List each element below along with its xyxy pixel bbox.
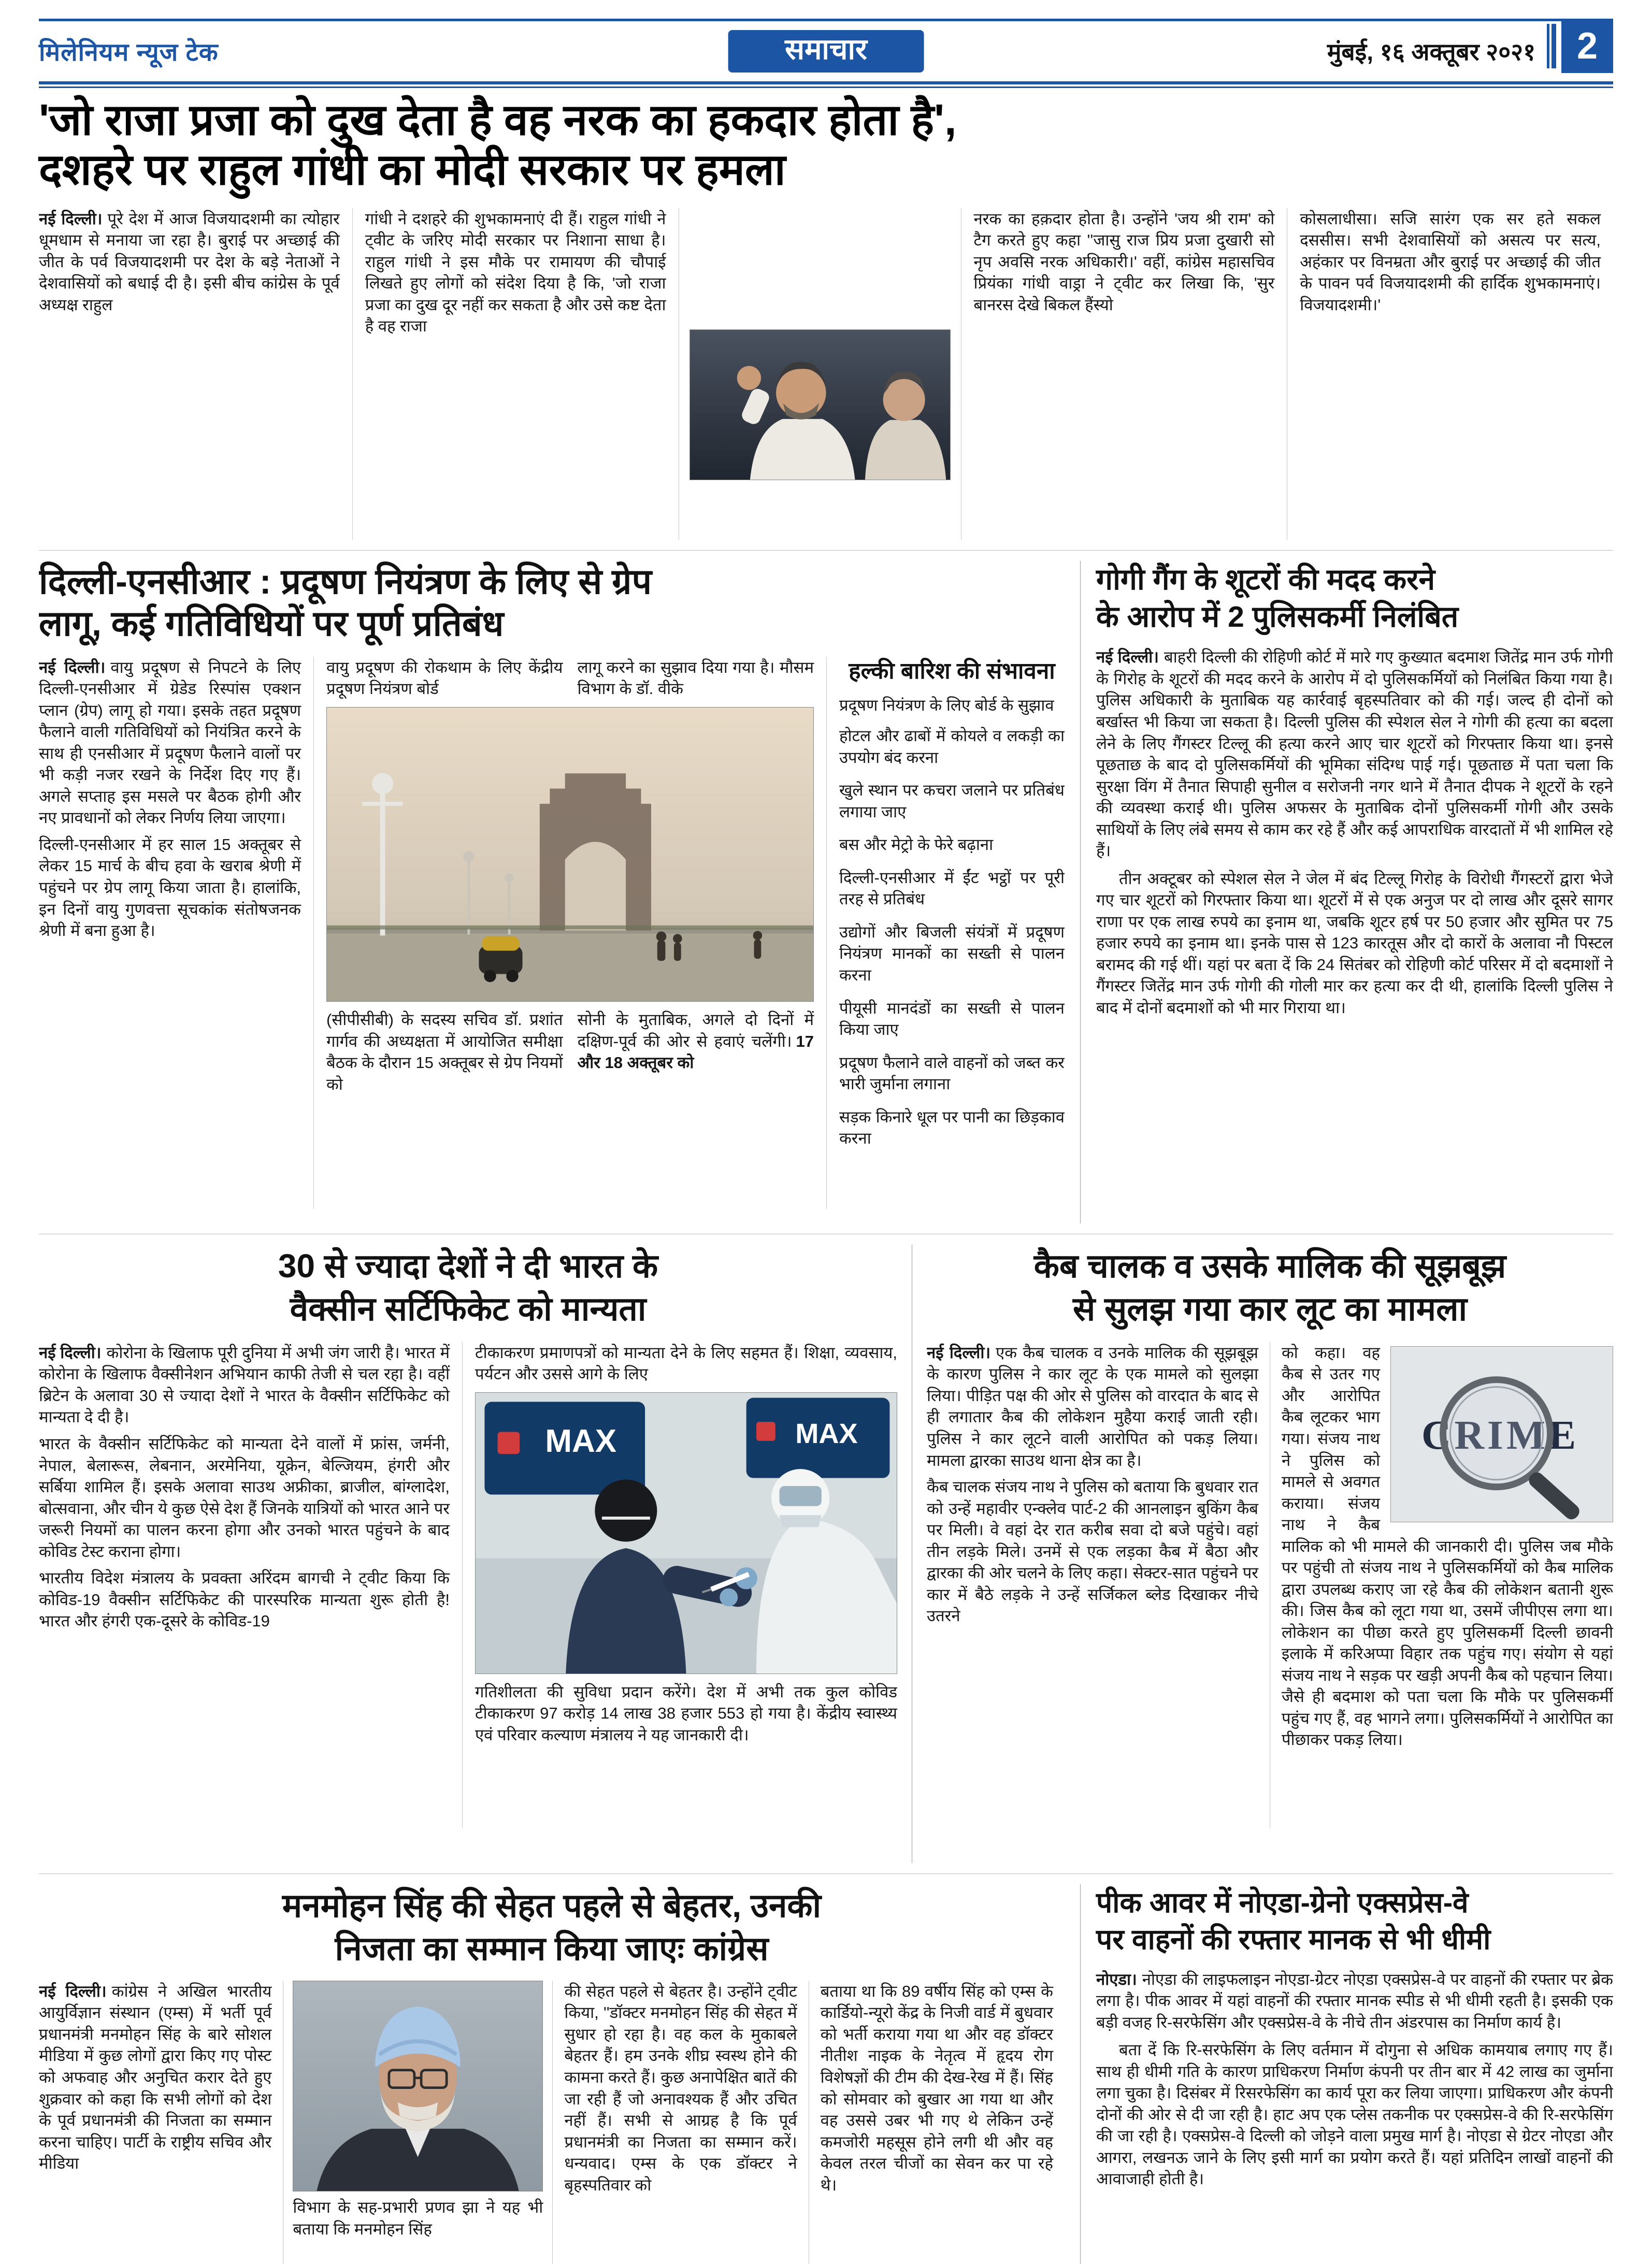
lead-headline-line2: दशहरे पर राहुल गांधी का मोदी सरकार पर हमला (39, 145, 786, 194)
manmohan-dateline: नई दिल्ली। (39, 1982, 107, 2000)
sidebar-title: हल्की बारिश की संभावना (849, 658, 1055, 684)
noida-para1 (1096, 1969, 1613, 2034)
sidebar-suggestion-list (839, 725, 1065, 1149)
vaccine-headline-line1: 30 से ज्यादा देशों ने दी भारत के (278, 1247, 658, 1285)
lead-column-3: नरक का हक़दार होता है। उन्होंने 'जय श्री राम' को टैग करते हुए कहा ''जासु राज प्रिय प्रजा दुखारी सो नृप अवसि नरक अधिकारी।' वहीं, कांग्रेस महासचिव प्रियंका गांधी वाड्रा ने ट्वीट कर लिखा कि, 'सुर बानरस देखे बिकल हैंस्यो (961, 208, 1287, 540)
article-noida-expressway (1080, 1884, 1613, 2264)
noida-headline (1096, 1884, 1613, 1958)
lead-col1-text: पूरे देश में आज विजयादशमी का त्योहार धूमधाम से मनाया जा रहा है। बुराई पर अच्छाई की जीत के पर्व विजयादशमी पर देश के बड़े नेताओं ने देशवासियों को बधाई दी है। इसी बीच कांग्रेस के पूर्व अध्यक्ष राहुल (39, 209, 340, 314)
section-title: समाचार (728, 30, 924, 73)
vaccine-col2-top-text: टीकाकरण प्रमाणपत्रों को मान्यता देने के लिए सहमत हैं। शिक्षा, व्यवसाय, पर्यटन और उससे आगे के लिए (475, 1343, 897, 1383)
gogi-headline-line2: के आरोप में 2 पुलिसकर्मी निलंबित (1096, 600, 1459, 634)
manmohan-headline (39, 1884, 1065, 1970)
cab-body (927, 1342, 1613, 1828)
manmohan-headline-line1: मनमोहन सिंह की सेहत पहले से बेहतर, उनकी (282, 1886, 822, 1924)
noida-body (1096, 1969, 1613, 2190)
pollution-caption-left: (सीपीसीबी) के सदस्य सचिव डॉ. प्रशांत गार्गव की अध्यक्षता में आयोजित समीक्षा बैठक के दौरान 15 अक्तूबर से ग्रेप नियमों को (326, 1011, 563, 1093)
vaccine-col1-para3: भारतीय विदेश मंत्रालय के प्रवक्ता अरिंदम बागची ने ट्वीट किया कि कोविड-19 वैक्सीन सर्टिफिकेट की पारस्परिक मान्यता शुरू होती है! भारत और हंगरी एक-दूसरे के कोविड-19 (39, 1569, 450, 1631)
pollution-column-1 (39, 657, 313, 1209)
pollution-caption-right (578, 1009, 814, 1095)
sidebar-intro: प्रदूषण नियंत्रण के लिए बोर्ड के सुझाव (839, 696, 1054, 714)
crime-word: CRIME (1421, 1412, 1579, 1458)
manmohan-column-1 (39, 1981, 283, 2264)
gogi-para2: तीन अक्टूबर को स्पेशल सेल ने जेल में बंद टिल्लू गिरोह के विरोधी गैंगस्टरों द्वारा भेजे गए चार शूटरों को गिरफ्तार किया था। शूटरों में से एक अनुज पर दो लाख और दूसरे सागर राणा पर एक लाख रुपये का इनाम था, जबकि शूटर हर्ष पर 50 हजार और सुमित पर 75 हजार रुपये का इनाम था। इनके पास से 123 कारतूस और दो कारों के अलावा नौ पिस्टल बरामद की गई थीं। यहां पर बता दें कि 24 सितंबर को रोहिणी कोर्ट परिसर में दो बदमाशों ने गैंगस्टर जितेंद्र मान उर्फ गोगी की गोली मार कर हत्या कर दी थी, हालांकि दिल्ली पुलिस ने बाद में दोनों बदमाशों को भी मार गिराया था। (1096, 869, 1613, 1017)
sidebar-bullet-3: बस और मेट्रो के फेरे बढ़ाना (839, 835, 994, 854)
sidebar-bullet-8: सड़क किनारे धूल पर पानी का छिड़काव करना (839, 1107, 1065, 1148)
manmohan-column-4: बताया था कि 89 वर्षीय सिंह को एम्स के कार्डियो-न्यूरो केंद्र के निजी वार्ड में बुधवार को भर्ती कराया गया था और वह डॉक्टर नीतीश नाइक के नेतृत्व में हृदय रोग विशेषज्ञों की टीम की देख-रेख में हैं। सिंह को सोमवार को बुखार आ गया था और वह उससे उबर भी गए थे लेकिन उन्हें कमजोरी महसूस होने लगी थी और वह केवल तरल चीजों का सेवन कर पा रहे थे। (809, 1981, 1065, 2264)
cab-headline (927, 1245, 1613, 1331)
cab-headline-line2: से सुलझ गया कार लूट का मामला (1072, 1290, 1468, 1328)
noida-headline-line1: पीक आवर में नोएडा-ग्रेनो एक्सप्रेस-वे (1096, 1886, 1469, 1919)
sidebar-bullet-6: पीयूसी मानदंडों का सख्ती से पालन किया जाए (839, 999, 1065, 1039)
pollution-col1-para1 (39, 657, 301, 829)
manmohan-photo-caption: विभाग के सह-प्रभारी प्रणव झा ने यह भी बताया कि मनमोहन सिंह (293, 2198, 543, 2238)
lead-column-1 (39, 208, 352, 540)
manmohan-column-3: की सेहत पहले से बेहतर है। उन्होंने ट्वीट किया, ''डॉक्टर मनमोहन सिंह की सेहत में सुधार हो रहा है। वह कल के मुकाबले बेहतर हैं। हम उनके शीघ्र स्वस्थ होने की कामना करते हैं। कुछ अनापेक्षित बातें की जा रही हैं जो अनावश्यक हैं और उचित नहीं हैं। सभी से आग्रह है कि पूर्व प्रधानमंत्री का निजता का सम्मान करें। धन्यवाद। एम्स के एक डॉक्टर ने बृहस्पतिवार को (552, 1981, 808, 2264)
row-vaccine-cab (39, 1234, 1613, 1863)
pollution-headline (39, 561, 1065, 645)
manmohan-headline-line2: निजता का सम्मान किया जाएः कांग्रेस (335, 1929, 769, 1967)
manmohan-photo-column (283, 1981, 552, 2264)
crime-magnifier-photo (1390, 1346, 1613, 1522)
masthead-row (39, 26, 1613, 76)
cab-headline-line1: कैब चालक व उसके मालिक की सूझबूझ (1033, 1247, 1506, 1285)
pollution-headline-line2: लागू, कई गतिविधियों पर पूर्ण प्रतिबंध (39, 604, 504, 644)
cab-column-1 (927, 1342, 1270, 1828)
pollution-above-right: लागू करने का सुझाव दिया गया है। मौसम विभाग के डॉ. वीके (577, 658, 814, 698)
article-manmohan-singh-health (39, 1884, 1080, 2264)
manmohan-singh-photo (293, 1981, 543, 2192)
article-cab-robbery (912, 1245, 1613, 1863)
vaccine-col1-para1-text: कोरोना के खिलाफ पूरी दुनिया में अभी जंग जारी है। भारत में कोरोना के खिलाफ वैक्सीनेशन अभियान काफी तेजी से चल रहा है। वहीं ब्रिटेन के अलावा 30 से ज्यादा देशों ने भारत के वैक्सीन सर्टिफिकेट को मान्यता दे दी है। (39, 1343, 450, 1426)
cab-col2-text: को कहा। वह कैब से उतर गए और आरोपित कैब लूटकर भाग गया। संजय नाथ ने पुलिस को मामले से अवगत कराया। संजय नाथ ने कैब मालिक को भी मामले की जानकारी दी। पुलिस जब मौके पर पहुंची तो संजय नाथ ने पुलिसकर्मियों को कैब मालिक द्वारा उपलब्ध कराए जा रहे कैब की लोकेशन बतानी शुरू की। जिस कैब को लूटा गया था, उसमें जीपीएस लगा था। लोकेशन का पीछा करते हुए पुलिसकर्मी दिल्ली छावनी इलाके में करिअप्पा विहार तक पहुंच गए। संयोग से यहां संजय नाथ ने सड़क पर खड़ी अपनी कैब को पहचान लिया। जैसे ही बदमाश को पता चला कि मौके पर पुलिसकर्मी पहुंच गए हैं, वह भागने लगा। पुलिसकर्मियों ने आरोपित का पीछाकर पकड़ लिया। (1282, 1343, 1613, 1749)
max-logo-text-left: MAX (545, 1423, 617, 1460)
article-gogi-gang-policemen (1080, 561, 1613, 1223)
masthead-rule (39, 81, 1613, 88)
cab-column-2 (1270, 1342, 1613, 1828)
page-number: 2 (1561, 19, 1613, 73)
sidebar-bullet-2: खुले स्थान पर कचरा जलाने पर प्रतिबंध लगाया जाए (839, 781, 1065, 821)
lead-column-4: कोसलाधीसा। सजि सारंग एक सर हते सकल दससीस। सभी देशवासियों को असत्य पर सत्य, अहंकार पर विनम्रता और बुराई पर अच्छाई की जीत के पावन पर्व विजयादशमी की हार्दिक शुभकामनाएं। विजयादशमी।' (1287, 208, 1613, 540)
article-vaccine-certificate (39, 1245, 912, 1863)
pollution-body (39, 657, 1065, 1209)
gogi-dateline: नई दिल्ली। (1096, 648, 1159, 667)
cab-dateline: नई दिल्ली। (927, 1343, 991, 1362)
cab-col1-para1 (927, 1342, 1258, 1471)
article-rahul-gandhi-dussehra (39, 95, 1613, 540)
vaccine-body (39, 1342, 897, 1828)
sidebar-bullet-1: होटल और ढाबों में कोयले व लकड़ी का उपयोग बंद करना (839, 727, 1065, 767)
pollution-middle-column (313, 657, 826, 1209)
pollution-caption-right-text: सोनी के मुताबिक, अगले दो दिनों में दक्षिण-पूर्व की ओर से हवाएं चलेंगी। (577, 1011, 814, 1050)
pollution-below-photo-text (326, 1009, 814, 1095)
lead-dateline: नई दिल्ली। (39, 209, 103, 228)
pollution-headline-line1: दिल्ली-एनसीआर : प्रदूषण नियंत्रण के लिए से ग्रेप (39, 561, 652, 601)
pollution-above-left: वायु प्रदूषण की रोकथाम के लिए केंद्रीय प्रदूषण नियंत्रण बोर्ड (326, 658, 563, 698)
lead-headline-line1: 'जो राजा प्रजा को दुख देता है वह नरक का हकदार होता है', (39, 95, 957, 144)
paper-name: मिलेनियम न्यूज टेक (39, 38, 219, 66)
lead-photo-column (679, 208, 961, 540)
vaccine-column-1 (39, 1342, 462, 1828)
noida-dateline: नोएडा। (1096, 1970, 1137, 1988)
rahul-gandhi-photo (689, 329, 951, 481)
gogi-headline (1096, 561, 1613, 637)
vaccine-dateline: नई दिल्ली। (39, 1343, 102, 1362)
row-manmohan-noida (39, 1873, 1613, 2264)
pollution-sidebar (826, 657, 1065, 1209)
page-number-divider (1547, 24, 1556, 68)
sidebar-bullet-4: दिल्ली-एनसीआर में ईंट भट्ठों पर पूरी तरह से प्रतिबंध (839, 868, 1065, 909)
pollution-dateline: नई दिल्ली। (39, 658, 106, 676)
gogi-para1-text: बाहरी दिल्ली की रोहिणी कोर्ट में मारे गए कुख्यात बदमाश जितेंद्र मान उर्फ गोगी के गिरोह के शूटरों की मदद करने के आरोप में दो पुलिसकर्मियों को निलंबित किया गया है। पुलिस अधिकारी के मुताबिक यह कार्रवाई बृहस्पतिवार को की गई। जल्द ही दोनों को बर्खास्त भी किया जा सकता है। दिल्ली पुलिस की स्पेशल सेल ने गोगी की हत्या का बदला लेने के लिए गैंगस्टर टिल्लू की हत्या करने आए चार शूटरों को गिरफ्तार किया था। इनसे पूछताछ के बाद दो पुलिसकर्मियों की भूमिका संदिग्ध पाई गई। पूछताछ में पता चला कि सुरक्षा विंग में तैनात सिपाही सुनील व सरोजनी नगर थाने में तैनात दीपक ने शूटरों के रहने की व्यवस्था कराई थी। पुलिस अफसर के मुताबिक दोनों पुलिसकर्मी गोगी और उसके साथियों के लिए लंबे समय से काम कर रहे हैं और कई आपराधिक वारदातों में भी शामिल रहे हैं। (1096, 648, 1613, 860)
vaccination-photo (475, 1392, 897, 1674)
row-pollution-gogi (39, 550, 1613, 1223)
page-number-block (1547, 19, 1613, 73)
pollution-col1-para1-text: वायु प्रदूषण से निपटने के लिए दिल्ली-एनसीआर में ग्रेडेड रिस्पांस एक्शन प्लान (ग्रेप) लागू हो गया। इसके तहत प्रदूषण फैलाने वाली गतिविधियों को नियंत्रित करने के साथ ही एनसीआर में प्रदूषण फैलाने वालों पर भी कड़ी नजर रखने के निर्देश दिए गए हैं। अगले सप्ताह इस मसले पर बैठक होगी और नए प्रावधानों को लेकर निर्णय लिया जाएगा। (39, 658, 301, 827)
sidebar-bullet-5: उद्योगों और बिजली संयंत्रों में प्रदूषण नियंत्रण मानकों का सख्ती से पालन करना (839, 922, 1065, 984)
noida-para1-text: नोएडा की लाइफलाइन नोएडा-ग्रेटर नोएडा एक्सप्रेस-वे पर वाहनों की रफ्तार पर ब्रेक लगा है। पीक आवर में यहां वाहनों की रफ्तार मानक स्पीड से भी धीमी रहती है। इसकी एक बड़ी वजह रि-सरफेसिंग और एक्सप्रेस-वे के नीचे तीन अंडरपास का निर्माण कार्य है। (1096, 1970, 1613, 2031)
cab-col1-para2: कैब चालक संजय नाथ ने पुलिस को बताया कि बुधवार रात को उन्हें महावीर एन्क्लेव पार्ट-2 की आनलाइन बुकिंग कैब पर मिली। वे वहां देर रात करीब सवा दो बजे पहुंचे। वहां तीन लड़के मिले। उनमें से एक लड़का कैब में बैठा और द्वारका की ओर चलने के लिए कहा। सेक्टर-सात पहुंचने पर कार में बैठे लड़के ने उन्हें सर्जिकल ब्लेड दिखाकर नीचे उतरने (927, 1478, 1258, 1625)
gogi-para1 (1096, 646, 1613, 861)
pollution-above-photo-text (326, 657, 814, 700)
max-logo-text-right: MAX (795, 1418, 858, 1449)
vaccine-col1-para2: भारत के वैक्सीन सर्टिफिकेट को मान्यता देने वालों में फ्रांस, जर्मनी, नेपाल, बेलारूस, लेबनान, अरमेनिया, यूक्रेन, बेल्जियम, हंगरी और सर्बिया शामिल हैं। इसके अलावा साउथ अफ्रीका, ब्राजील, बांग्लादेश, बोत्सवाना, और चीन ये कुछ ऐसे देश हैं जिनके यात्रियों को भारत आने पर जरूरी नियमों का पालन करना होगा और उनको भारत पहुंचने के बाद कोविड टेस्ट कराना होगा। (39, 1435, 450, 1561)
vaccine-col2-bottom-text: गतिशीलता की सुविधा प्रदान करेंगे। देश में अभी तक कुल कोविड टीकाकरण 97 करोड़ 14 लाख 38 हजार 553 हो गया है। केंद्रीय स्वास्थ्य एवं परिवार कल्याण मंत्रालय ने यह जानकारी दी। (475, 1682, 897, 1744)
lead-body (39, 208, 1613, 540)
noida-para2: बता दें कि रि-सरफेसिंग के लिए वर्तमान में दोगुना से अधिक कामयाब लगाए गए हैं। साथ ही धीमी गति के कारण प्राधिकरण निर्माण कंपनी पर तीन बार में 42 लाख का जुर्माना लगा चुका है। दिसंबर में रिसरफेसिंग का कार्य पूरा कर लिया जाएगा। प्राधिकरण और कंपनी दोनों की ओर से दी जा रही है। हाट अप एक प्लेस तकनीक पर एक्सप्रेस-वे की रि-सरफेसिंग की जा रही है। एक्सप्रेस-वे दिल्ली को जोड़ने वाला प्रमुख मार्ग है। नोएडा से ग्रेटर नोएडा और आगरा, लखनऊ जाने के लिए इसी मार्ग का प्रयोग करते हैं। यहां प्रतिदिन लाखों वाहनों की आवाजाही होती है। (1096, 2041, 1613, 2188)
article-delhi-ncr-pollution (39, 561, 1080, 1223)
pollution-caption-bold-date: 17 और 18 अक्तूबर को (577, 1032, 814, 1072)
masthead (39, 19, 1613, 88)
gogi-headline-line1: गोगी गैंग के शूटरों की मदद करने (1096, 563, 1435, 596)
edition-dateline: मुंबई, १६ अक्तूबर २०२१ (1327, 38, 1535, 65)
cab-col1-para1-text: एक कैब चालक व उनके मालिक की सूझबूझ के कारण पुलिस ने कार लूट के एक मामले को सुलझा लिया। पीड़ित पक्ष की ओर से पुलिस को वारदात के बाद से ही लगातार कैब की लोकेशन मुहैया कराई जाती रही। पुलिस ने कार लूटने वाली आरोपित को पकड़ लिया। मामला द्वारका साउथ थाना क्षेत्र का है। (927, 1343, 1258, 1469)
vaccine-headline-line2: वैक्सीन सर्टिफिकेट को मान्यता (290, 1290, 647, 1328)
noida-headline-line2: पर वाहनों की रफ्तार मानक से भी धीमी (1096, 1923, 1491, 1955)
lead-headline (39, 95, 1613, 195)
vaccine-column-2 (462, 1342, 897, 1828)
manmohan-body (39, 1981, 1065, 2264)
gogi-body (1096, 646, 1613, 1018)
pollution-col1-para2: दिल्ली-एनसीआर में हर साल 15 अक्तूबर से लेकर 15 मार्च के बीच हवा के खराब श्रेणी में पहुंचने पर ग्रेप लागू किया जाता है। हालांकि, इन दिनों वायु गुणवत्ता सूचकांक संतोषजनक श्रेणी में बना हुआ है। (39, 835, 301, 940)
vaccine-col1-para1 (39, 1342, 450, 1428)
vaccine-headline (39, 1245, 897, 1331)
manmohan-col1-text: कांग्रेस ने अखिल भारतीय आयुर्विज्ञान संस्थान (एम्स) में भर्ती पूर्व प्रधानमंत्री मनमोहन सिंह के बारे सोशल मीडिया में कुछ लोगों द्वारा किए गए पोस्ट को अफवाह और अनुचित करार देते हुए शुक्रवार को कहा कि सभी लोगों को देश के पूर्व प्रधानमंत्री की निजता का सम्मान करना चाहिए। पार्टी के राष्ट्रीय सचिव और मीडिया (39, 1982, 272, 2173)
india-gate-smog-photo (326, 707, 814, 1002)
sidebar-bullet-7: प्रदूषण फैलाने वाले वाहनों को जब्त कर भारी जुर्माना लगाना (839, 1053, 1065, 1093)
lead-column-2: गांधी ने दशहरे की शुभकामनाएं दी हैं। राहुल गांधी ने ट्वीट के जरिए मोदी सरकार पर निशाना साधा है। राहुल गांधी ने इस मौके पर रामायण की चौपाई लिखते हुए लोगों को संदेश दिया है कि, 'जो राजा प्रजा का दुख दूर नहीं कर सकता है और उसे कष्ट देता है वह राजा (352, 208, 679, 540)
